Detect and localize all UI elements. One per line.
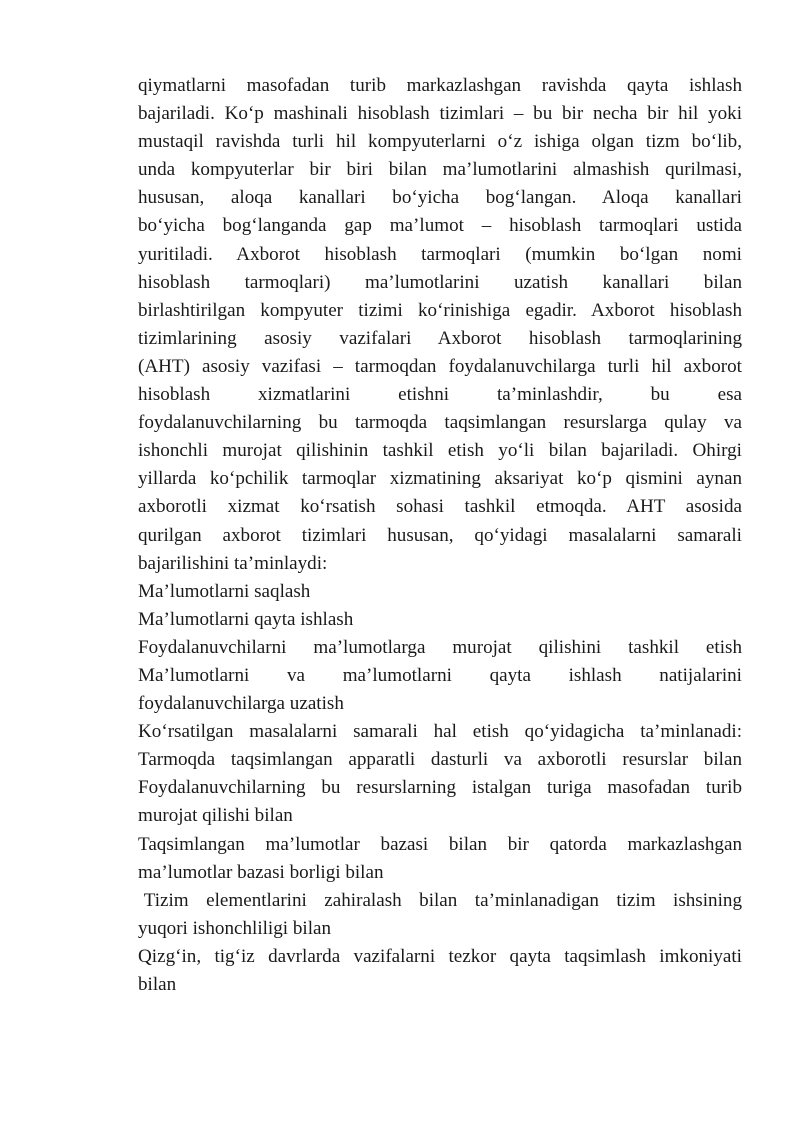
text-line: maʼlumotlar bazasi borligi bilan: [138, 861, 384, 883]
text-line: axborotli xizmat koʻrsatish sohasi tashkil etmoqda. AHT asosida: [138, 496, 742, 518]
text-line: unda kompyuterlar bir biri bilan maʼlumotlarini almashish qurilmasi,: [138, 159, 742, 181]
text-line: Tizim elementlarini zahiralash bilan taʼminlanadigan tizim ishsining: [143, 889, 742, 911]
text-line: foydalanuvchilarga uzatish: [138, 693, 344, 715]
text-line: tizimlarining asosiy vazifalari Axborot hisoblash tarmoqlarining: [138, 327, 742, 349]
text-line: Tarmoqda taqsimlangan apparatli dasturli va axborotli resurslar bilan: [138, 749, 742, 771]
text-line: ishonchli murojat qilishinin tashkil etish yoʻli bilan bajariladi. Ohirgi: [138, 440, 742, 462]
text-line: bajarilishini taʼminlaydi:: [138, 552, 328, 574]
text-line: yuqori ishonchliligi bilan: [138, 917, 332, 939]
text-line: hususan, aloqa kanallari boʻyicha bogʻlangan. Aloqa kanallari: [138, 187, 742, 209]
text-line: Foydalanuvchilarni maʼlumotlarga murojat qilishini tashkil etish: [138, 636, 742, 658]
text-line: hisoblash xizmatlarini etishni taʼminlashdir, bu esa: [138, 384, 742, 406]
text-line: Koʻrsatilgan masalalarni samarali hal etish qoʻyidagicha taʼminlanadi:: [138, 721, 742, 743]
text-line: foydalanuvchilarning bu tarmoqda taqsimlangan resurslarga qulay va: [138, 412, 742, 434]
text-line: bilan: [138, 974, 177, 995]
text-line: yillarda koʻpchilik tarmoqlar xizmatining aksariyat koʻp qismini aynan: [138, 468, 742, 490]
text-line: boʻyicha bogʻlanganda gap maʼlumot – hisoblash tarmoqlari ustida: [138, 215, 742, 237]
text-line: murojat qilishi bilan: [138, 805, 293, 827]
text-line: Foydalanuvchilarning bu resurslarning istalgan turiga masofadan turib: [138, 777, 742, 799]
text-line: Maʼlumotlarni qayta ishlash: [138, 608, 354, 630]
text-line: birlashtirilgan kompyuter tizimi koʻrinishiga egadir. Axborot hisoblash: [138, 299, 742, 321]
text-line: Maʼlumotlarni va maʼlumotlarni qayta ishlash natijalarini: [138, 664, 742, 686]
text-line: mustaqil ravishda turli hil kompyuterlarni oʻz ishiga olgan tizm boʻlib,: [138, 131, 742, 153]
document-page: [138, 72, 742, 999]
text-line: (AHT) asosiy vazifasi – tarmoqdan foydalanuvchilarga turli hil axborot: [138, 355, 742, 377]
body-text: [138, 72, 742, 999]
text-line: bajariladi. Koʻp mashinali hisoblash tizimlari – bu bir necha bir hil yoki: [138, 103, 742, 125]
text-line: Qizgʻin, tigʻiz davrlarda vazifalarni tezkor qayta taqsimlash imkoniyati: [138, 945, 742, 967]
text-line: yuritiladi. Axborot hisoblash tarmoqlari (mumkin boʻlgan nomi: [138, 243, 742, 265]
text-line: qurilgan axborot tizimlari hususan, qoʻyidagi masalalarni samarali: [138, 524, 742, 546]
text-line: Taqsimlangan maʼlumotlar bazasi bilan bir qatorda markazlashgan: [138, 833, 742, 855]
text-line: hisoblash tarmoqlari) maʼlumotlarini uzatish kanallari bilan: [138, 271, 742, 293]
text-line: Maʼlumotlarni saqlash: [138, 580, 311, 602]
text-line: qiymatlarni masofadan turib markazlashgan ravishda qayta ishlash: [138, 75, 742, 96]
